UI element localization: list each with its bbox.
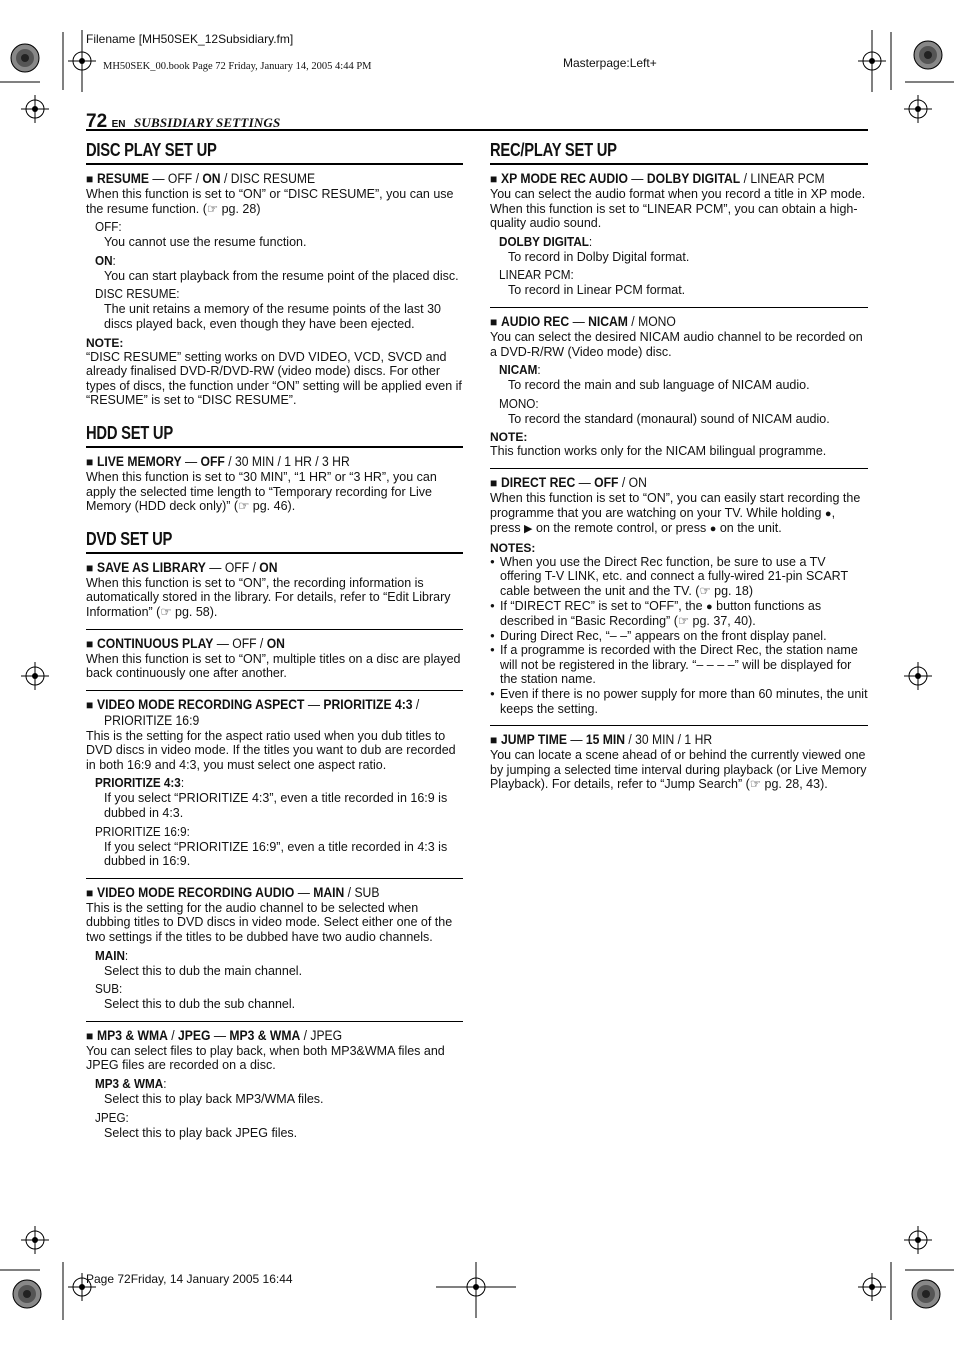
item-description: When this function is set to “ON” or “DISC RESUME”, you can use the resume function. (☞ pg. 28) (86, 187, 454, 216)
square-bullet-icon: ■ (490, 733, 498, 748)
list-item: ● If a programme is recorded with the Direct Rec, the station name will not be registered in the library. “– – – –” will be displayed for the station name. (490, 643, 868, 687)
item-description: You can locate a scene ahead of or behind the currently viewed one by jumping a selected time interval during playback (or Live Memory Playback). For details, refer to “Jump Search” (☞ pg. 28, 43). (490, 748, 867, 792)
option-label: SUB: (95, 981, 123, 997)
item-rule (490, 307, 868, 308)
square-bullet-icon: ■ (490, 314, 498, 329)
option-label: NICAM: (499, 362, 541, 378)
option-description: If you select “PRIORITIZE 4:3”, even a title recorded in 16:9 is dubbed in 4:3. (104, 791, 448, 821)
option-label: PRIORITIZE 16:9: (95, 823, 190, 839)
option-description: To record in Dolby Digital format. (508, 249, 690, 264)
option-description: If you select “PRIORITIZE 16:9”, even a title recorded in 4:3 is dubbed in 16:9. (104, 839, 448, 869)
item-heading-xp-audio: ■ XP MODE REC AUDIO — DOLBY DIGITAL / LINEAR PCM (490, 171, 825, 186)
section-title-hdd: HDD SET UP (86, 422, 173, 443)
footer-text: Page 72Friday, 14 January 2005 16:44 (86, 1272, 293, 1286)
square-bullet-icon: ■ (86, 1028, 94, 1043)
option-label: MAIN: (95, 947, 129, 963)
item-heading-continuous-play: ■ CONTINUOUS PLAY — OFF / ON (86, 635, 286, 651)
item-description: You can select files to play back, when both MP3&WMA files and JPEG files are recorded on a disc. (86, 1043, 445, 1073)
option-label: LINEAR PCM: (499, 267, 574, 283)
note-heading: NOTE: (86, 335, 124, 350)
option-label: ON: (95, 252, 116, 268)
option-description: You cannot use the resume function. (104, 235, 307, 250)
option-label: DOLBY DIGITAL: (499, 233, 593, 249)
item-description: When this function is set to “30 MIN”, “1 HR” or “3 HR”, you can apply the selected time length to “Temporary recording for Live Memory (HDD deck only)” (☞ pg. 46). (86, 469, 437, 514)
item-heading-recording-aspect: ■ VIDEO MODE RECORDING ASPECT — PRIORITIZE 4:3 / (86, 696, 420, 712)
item-heading-resume: ■ RESUME — OFF / ON / DISC RESUME (86, 171, 316, 186)
option-description: Select this to dub the main channel. (104, 963, 303, 978)
item-description: This is the setting for the audio channel to be selected when dubbing titles to DVD discs in video mode. Select either one of the two settings if the titles to be dubbed have two audio channels. (86, 900, 453, 945)
item-heading-jump-time: ■ JUMP TIME — 15 MIN / 30 MIN / 1 HR (490, 732, 713, 748)
page-number: 72 (86, 111, 108, 132)
square-bullet-icon: ■ (86, 697, 94, 712)
option-description: To record the main and sub language of NICAM audio. (508, 378, 810, 393)
square-bullet-icon: ■ (86, 454, 94, 469)
list-item: ● During Direct Rec, “– –” appears on the front display panel. (490, 629, 868, 644)
item-rule (86, 629, 463, 630)
square-bullet-icon: ■ (490, 172, 498, 186)
option-description: You can start playback from the resume point of the placed disc. (104, 268, 459, 283)
list-item: ● Even if there is no power supply for more than 60 minutes, the unit keeps the setting. (490, 687, 868, 716)
book-info: MH50SEK_00.book Page 72 Friday, January 14, 2005 4:44 PM (103, 61, 372, 72)
record-button-icon: ● (824, 507, 832, 520)
item-rule (490, 468, 868, 469)
item-heading-continued: PRIORITIZE 16:9 (104, 712, 200, 728)
item-description: You can select the audio format when you record a title in XP mode. When this function is set to “LINEAR PCM”, you can obtain a high-quality audio sound. (490, 187, 866, 231)
option-description: To record the standard (monaural) sound of NICAM audio. (508, 411, 830, 426)
notes-heading: NOTES: (490, 540, 536, 555)
square-bullet-icon: ■ (86, 885, 94, 900)
item-rule (490, 725, 868, 726)
item-heading-live-memory: ■ LIVE MEMORY — OFF / 30 MIN / 1 HR / 3 HR (86, 453, 350, 469)
item-description: This is the setting for the aspect ratio used when you dub titles to DVD discs in video mode. If the titles you want to dub are recorded in both 16:9 and 4:3, you must select one aspect ratio. (86, 728, 456, 772)
record-button-icon: ● (709, 523, 717, 536)
note-text: This function works only for the NICAM bilingual programme. (490, 444, 827, 459)
record-button-icon: ● (706, 600, 713, 613)
section-title-disc: DISC PLAY SET UP (86, 140, 217, 160)
list-item: ● If “DIRECT REC” is set to “OFF”, the ● button functions as described in “Basic Recording” (☞ pg. 37, 40). (490, 599, 868, 629)
square-bullet-icon: ■ (86, 560, 94, 575)
right-column (490, 131, 868, 792)
item-heading-direct-rec: ■ DIRECT REC — OFF / ON (490, 474, 648, 490)
option-description: Select this to play back JPEG files. (104, 1125, 298, 1140)
section-rule (86, 552, 463, 554)
item-rule (86, 878, 463, 879)
language-code: EN (111, 119, 126, 130)
item-heading-mp3-jpeg: ■ MP3 & WMA / JPEG — MP3 & WMA / JPEG (86, 1027, 343, 1043)
item-description: You can select the desired NICAM audio channel to be recorded on a DVD-R/RW (Video mode) disc. (490, 329, 863, 359)
section-title-dvd: DVD SET UP (86, 528, 173, 549)
square-bullet-icon: ■ (86, 172, 94, 186)
option-description: The unit retains a memory of the resume points of the last 30 discs played back, even though they have been ejected. (104, 302, 441, 331)
section-rule (86, 163, 463, 165)
play-button-icon: ▶ (524, 523, 533, 536)
option-description: To record in Linear PCM format. (508, 283, 686, 298)
list-item: ● When you use the Direct Rec function, be sure to use a TV offering T-V LINK, etc. and connect a fully-wired 21-pin SCART cable between the unit and the TV. (☞ pg. 18) (490, 555, 868, 599)
item-heading-recording-audio: ■ VIDEO MODE RECORDING AUDIO — MAIN / SUB (86, 884, 380, 900)
section-rule (86, 446, 463, 448)
masterpage-label: Masterpage:Left+ (563, 56, 657, 70)
filename-label: Filename [MH50SEK_12Subsidiary.fm] (86, 32, 294, 46)
running-title: SUBSIDIARY SETTINGS (133, 115, 281, 130)
option-description: Select this to dub the sub channel. (104, 997, 296, 1012)
option-label: MONO: (499, 395, 539, 411)
option-description: Select this to play back MP3/WMA files. (104, 1092, 324, 1106)
item-heading-audio-rec: ■ AUDIO REC — NICAM / MONO (490, 313, 677, 329)
item-rule (86, 690, 463, 691)
option-label: DISC RESUME: (95, 286, 180, 302)
note-text: “DISC RESUME” setting works on DVD VIDEO, VCD, SVCD and already finalised DVD-R/DVD-RW (video mode) discs. For other types of discs, the function under “ON” setting will be applied even if “RESUME” is set to “DISC RESUME”. (86, 349, 462, 408)
notes-list (490, 555, 868, 717)
item-description: When this function is set to “ON”, you can easily start recording the programme that you are watching on your TV. While holding ●, press ▶ on the remote control, or press ● on the unit. (490, 490, 861, 536)
option-label: MP3 & WMA: (95, 1076, 167, 1091)
option-label: JPEG: (95, 1109, 129, 1125)
square-bullet-icon: ■ (86, 636, 94, 651)
square-bullet-icon: ■ (490, 475, 498, 490)
item-description: When this function is set to “ON”, the recording information is automatically stored in the library. For details, refer to “Edit Library Information” (☞ pg. 58). (86, 575, 451, 619)
left-column (86, 131, 463, 1140)
item-rule (86, 1021, 463, 1022)
option-label: OFF: (95, 219, 122, 235)
item-description: When this function is set to “ON”, multiple titles on a disc are played back continuously one after another. (86, 651, 461, 681)
item-heading-save-library: ■ SAVE AS LIBRARY — OFF / ON (86, 559, 278, 575)
section-rule (490, 163, 868, 165)
option-label: PRIORITIZE 4:3: (95, 775, 185, 791)
section-title-rec-play: REC/PLAY SET UP (490, 140, 617, 160)
note-heading: NOTE: (490, 430, 528, 445)
